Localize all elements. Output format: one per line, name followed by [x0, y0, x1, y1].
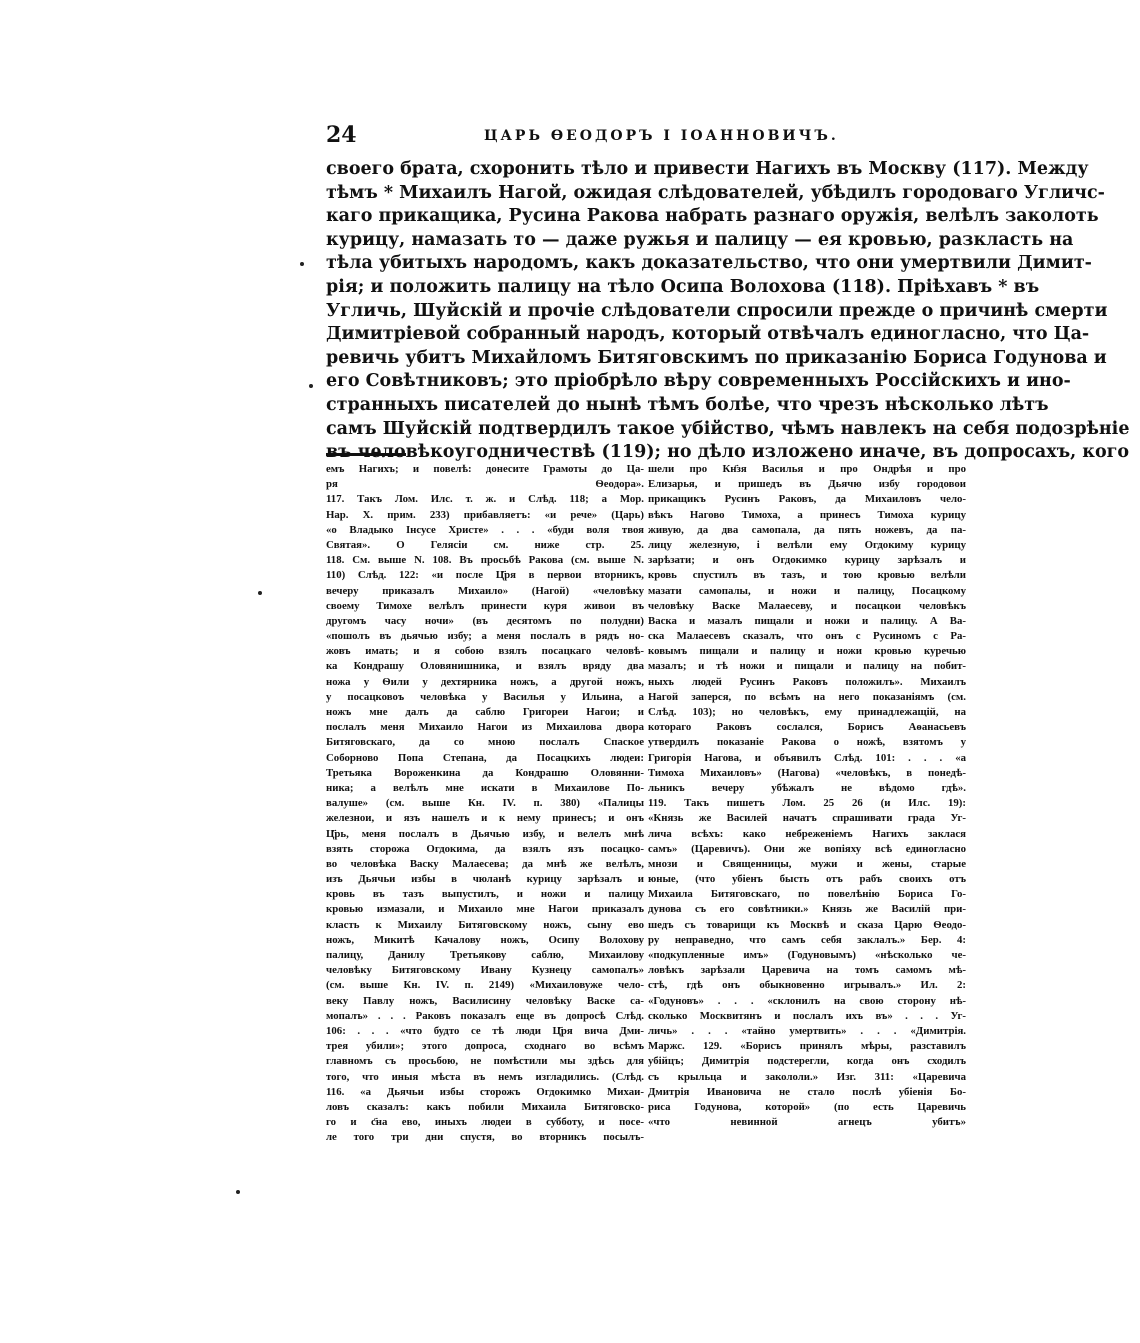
footnote-line: лицу железную, і велѣли ему Огдокиму курицу [648, 538, 966, 551]
footnote-line: главномъ съ просьбою, не помѣстили мы здѣсь для [326, 1055, 644, 1068]
footnote-line: Нагой заперся, по всѣмъ на него показаніямъ (см. [648, 690, 966, 703]
footnote-line: котораго Раковъ сослался, Борисъ Аѳанасьевъ [648, 721, 966, 734]
footnote-line: 117. Такъ Лом. Илс. т. ж. и Слѣд. 118; а Мор. [326, 493, 644, 506]
footnote-line: дунова съ его совѣтники.» Князь же Василій при- [648, 903, 966, 916]
footnote-line: юные, (что убіенъ бысть отъ рабъ своихъ отъ [648, 873, 966, 886]
footnote-line: ка Кондрашу Оловянишника, и взялъ вряду два [326, 660, 644, 673]
footnote-line: вечеру приказалъ Михаило» (Нагой) «человѣку [326, 584, 644, 597]
footnote-line: трея убили»; этого допроса, сходнаго во всѣмъ [326, 1040, 644, 1053]
footnote-line: кровью измазали, и Михаило мне Нагои приказалъ [326, 903, 644, 916]
footnote-line: изъ Дьячьи избы в чюланѣ курицу зарѣзалъ и [326, 873, 644, 886]
footnote-line: ножа у Ѳили у дехтярника ножъ, а другой ножъ, [326, 675, 644, 688]
footnote-line: Нар. X. прим. 233) прибавляетъ: «и рече» (Царь) [326, 508, 644, 521]
footnote-line: послалъ меня Михаило Нагои из Михаилова двора [326, 721, 644, 734]
footnote-line: вѣкъ Нагово Тимоха, а принесъ Тимоха курицу [648, 508, 966, 521]
main-text-line: тѣла убитыхъ народомъ, какъ доказательство, что они умертвили Димит- [326, 253, 1092, 274]
footnote-line: ле того три дни спустя, во вторникъ посылъ- [326, 1131, 644, 1144]
footnote-line: ныхъ людей Русинъ Раковъ положилъ». Михаилъ [648, 675, 966, 688]
main-text-block [326, 158, 1130, 465]
running-title: ЦАРЬ ѲЕОДОРЪ I ІОАННОВИЧЪ. [484, 128, 839, 144]
footnote-line: ловѣкъ зарѣзали Царевича на томъ самомъ мѣ- [648, 964, 966, 977]
margin-dot [258, 591, 262, 595]
main-text-line: въ человѣкоугодничествѣ (119); но дѣло изложено иначе, въ допросахъ, кого [326, 442, 1130, 463]
footnote-line: класть к Михаилу Битяговскому ножъ, сыну ево [326, 918, 644, 931]
footnote-line: Елизарья, и пришедъ въ Дьячю избу городовои [648, 478, 966, 491]
footnote-line: 119. Такъ пишетъ Лом. 25 26 (и Илс. 19): [648, 797, 966, 810]
main-text-line: Угличь, Шуйскій и прочіе слѣдователи спросили прежде о причинѣ смерти [326, 300, 1108, 321]
footnotes-left-column [326, 462, 644, 1145]
footnote-line: Третьяка Вороженкина да Кондрашю Оловянни- [326, 766, 644, 779]
footnote-line: мопалъ» . . . Раковъ показалъ еще въ допросѣ Слѣд. [326, 1009, 644, 1022]
footnote-line: Михаила Битяговскаго, по повелѣнію Бориса Го- [648, 888, 966, 901]
footnote-line: ска Малаесевъ сказалъ, что онъ с Русиномъ с Ра- [648, 630, 966, 643]
footnote-line: веку Павлу ножъ, Василисину человѣку Васке са- [326, 994, 644, 1007]
footnote-line: 110) Слѣд. 122: «и после Ц҃ря в первои вторникъ, [326, 569, 644, 582]
footnote-line: мазалъ; и тѣ ножи и пищали и палицу на побит- [648, 660, 966, 673]
footnote-line: убійцъ; Димитрія подстерегли, когда онъ сходилъ [648, 1055, 966, 1068]
footnote-line: жовъ имать; и я собою взялъ посацкаго человѣ- [326, 645, 644, 658]
footnote-line: самъ» (Царевичъ). Они же вопіяху всѣ единогласно [648, 842, 966, 855]
footnote-line: того, что иныя мѣста въ немъ изгладились. (Слѣд. [326, 1070, 644, 1083]
main-text-line: его Совѣтниковъ; это пріобрѣло вѣру современныхъ Россійскихъ и ино- [326, 371, 1071, 392]
footnote-line: сколько Москвитянъ и послалъ ихъ въ» . . . Уг- [648, 1009, 966, 1022]
footnote-line: мнози и Священницы, мужи и жены, старые [648, 857, 966, 870]
footnote-line: «Князь же Василей начатъ спрашивати града Уг- [648, 812, 966, 825]
footnote-line: «что невинной агнецъ убитъ» [648, 1116, 966, 1129]
footnote-line: Тимоха Михаиловъ» (Нагова) «человѣкъ, в понедѣ- [648, 766, 966, 779]
footnote-line: валуше» (см. выше Кн. IV. п. 380) «Палицы [326, 797, 644, 810]
footnote-line: го и с҃на ево, иныхъ людеи в субботу, и посе- [326, 1116, 644, 1129]
footnote-line: емъ Нагихъ; и повелѣ: донесите Грамоты до Ца- [326, 463, 644, 475]
footnote-line: риса Годунова, которой» (по есть Царевичь [648, 1100, 966, 1113]
footnote-line: шели про Кн҃зя Василья и про Ондрѣя и про [648, 463, 966, 475]
footnote-line: человѣку Васке Малаесеву, и посацкои человѣкъ [648, 599, 966, 612]
footnote-line: Битяговскаго, да со мною послалъ Спаское [326, 736, 644, 749]
footnote-line: Васка и мазалъ пищали и ножи и палицу. А Ва- [648, 614, 966, 627]
footnote-line: утвердилъ показаніе Ракова о ножѣ, взятомъ у [648, 736, 966, 749]
footnote-line: Святая». О Гелясіи см. ниже стр. 25. [326, 538, 644, 551]
footnote-line: «Годуновъ» . . . «склонилъ на свою сторону нѣ- [648, 994, 966, 1007]
footnote-line: «подкупленные имъ» (Годуновымъ) «нѣсколько че- [648, 949, 966, 961]
main-text-line: своего брата, схоронить тѣло и привести Нагихъ въ Москву (117). Между [326, 159, 1089, 179]
footnote-line: «пошолъ въ дьячью избу; а меня послалъ в рядъ но- [326, 630, 644, 643]
main-text-line: каго прикащика, Русина Ракова набрать разнаго оружія, велѣлъ заколоть [326, 206, 1099, 227]
footnote-line: ножъ мне далъ да саблю Григореи Нагои; и [326, 706, 644, 718]
footnote-line: зарѣзати; и онъ Огдокимко курицу зарѣзалъ и [648, 554, 966, 567]
footnote-line: ножъ, Микитѣ Качалову ножъ, Осипу Волохову [326, 933, 644, 946]
footnote-line: у посацковоъ человѣка у Василья у Ильина, а [326, 690, 644, 703]
footnote-line: шедъ съ товарищи къ Москвѣ и сказа Царю Ѳеодо- [648, 918, 966, 931]
main-text-line: рія; и положить палицу на тѣло Осипа Волохова (118). Пріѣхавъ * въ [326, 276, 1040, 297]
main-text-line: странныхъ писателей до нынѣ тѣмъ болѣе, что чрезъ нѣсколько лѣтъ [326, 394, 1049, 415]
footnote-line: Дмитрія Ивановича не стало послѣ убіенія Бо- [648, 1085, 966, 1098]
footnote-line: личь» . . . «тайно умертвить» . . . «Димитрія. [648, 1024, 966, 1037]
footnote-line: «о Владыко Інсусе Христе» . . . «буди воля твоя [326, 523, 644, 536]
footnote-line: мазати самопалы, и ножи и палицу, Посацкому [648, 584, 966, 597]
main-text-line: Димитріевой собранный народъ, который отвѣчалъ единогласно, что Ца- [326, 324, 1090, 345]
footnote-line: палицу, Данилу Третьякову саблю, Михаилову [326, 949, 644, 961]
footnote-line: человѣку Битяговскому Ивану Кузнецу самопалъ» [326, 964, 644, 977]
footnote-line: своему Тимохе велѣлъ принести куря живои въ [326, 599, 644, 612]
footnote-line: Ц҃рь, меня послалъ в Дьячью избу, и велелъ мнѣ [326, 827, 644, 840]
footnote-line: 116. «а Дьячьи избы сторожъ Огдокимко Михаи- [326, 1085, 644, 1098]
footnote-line: ловъ сказалъ: какъ побили Михаила Битяговско- [326, 1100, 644, 1113]
footnote-line: 118. См. выше N. 108. Въ просьбѣ Ракова (см. выше N. [326, 554, 644, 567]
footnote-line: Маржс. 129. «Борисъ принялъ мѣры, разставилъ [648, 1040, 966, 1053]
footnote-line: 106: . . . «что будто се тѣ люди Ц҃ря вича Дми- [326, 1024, 644, 1037]
footnote-line: взять сторожа Огдокима, да взялъ язъ посацко- [326, 842, 644, 855]
footnote-line: кровь въ тазъ выпустилъ, и ножи и палицу [326, 888, 644, 901]
page-number: 24 [326, 122, 357, 148]
footnote-line: Соборново Попа Степана, да Посацкихъ людеи: [326, 751, 644, 764]
footnote-line: ру неправедно, что самъ себя заклалъ.» Бер. 4: [648, 933, 966, 946]
main-text-line: ревичь убитъ Михайломъ Битяговскимъ по приказанію Бориса Годунова и [326, 347, 1107, 368]
footnote-line: прикащикъ Русинъ Раковъ, да Михаиловъ чело- [648, 493, 966, 506]
page-header [326, 122, 966, 152]
footnote-line: Слѣд. 103); но человѣкъ, ему принадлежащій, на [648, 706, 966, 718]
footnotes-right-column [648, 462, 966, 1130]
footnote-line: железнои, и язъ нашелъ и к нему принесъ; и онъ [326, 812, 644, 825]
footnote-line: стѣ, гдѣ онъ обыкновенно игрывалъ.» Ил. 2: [648, 979, 966, 992]
footnote-line: во человѣка Васку Малаесева; да мнѣ же велѣлъ, [326, 857, 644, 870]
footnote-line: ря Ѳеодора». [326, 478, 644, 491]
footnote-line: (см. выше Кн. IV. п. 2149) «Михаиловуже чело- [326, 979, 644, 992]
margin-dot [300, 262, 304, 266]
footnote-line: лича всѣхъ: како небреженіемъ Нагихъ заклася [648, 827, 966, 840]
footnote-line: ника; а велѣлъ мне искати в Михаилове По- [326, 781, 644, 794]
footnote-line: ковымъ пищали и палицу и ножи кровью куречью [648, 645, 966, 658]
footnote-divider [326, 453, 406, 456]
footnote-line: Григорія Нагова, и объявилъ Слѣд. 101: . . . «а [648, 751, 966, 764]
footnote-line: живую, да два самопала, да пять ножевъ, да па- [648, 523, 966, 536]
main-text-line: курицу, намазать то — даже ружья и палицу — ея кровью, разкласть на [326, 229, 1074, 250]
footnote-line: съ крыльца и закололи.» Изг. 311: «Царевича [648, 1070, 966, 1083]
margin-dot [236, 1190, 240, 1194]
footnote-line: льникъ вечеру убѣжалъ не вѣдомо гдѣ». [648, 781, 966, 794]
footnote-line: кровь спустилъ въ тазъ, и тою кровью велѣли [648, 569, 966, 582]
margin-dot [309, 384, 313, 388]
main-text-line: тѣмъ * Михаилъ Нагой, ожидая слѣдователей, убѣдилъ городоваго Угличс- [326, 182, 1105, 203]
footnote-line: другомъ часу ночи» (въ десятомъ по полудни) [326, 614, 644, 627]
main-text-line: самъ Шуйскій подтвердилъ такое убійство, чѣмъ навлекъ на себя подозрѣніе [326, 418, 1130, 439]
